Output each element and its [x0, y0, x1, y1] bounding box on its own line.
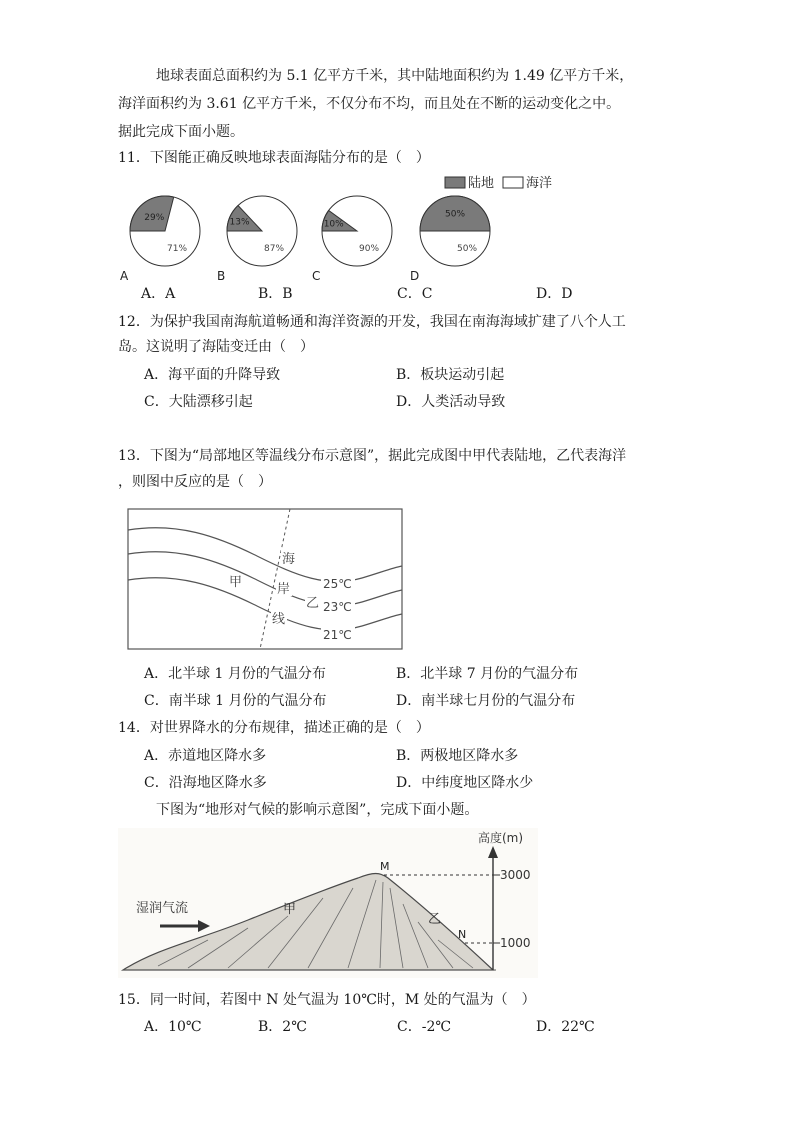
pie-sea-label: 50%: [457, 244, 478, 254]
pie-sea-label: 87%: [264, 244, 285, 254]
leeward-label-yi: 乙: [428, 912, 442, 927]
q14-option-d[interactable]: D．中纬度地区降水少: [396, 775, 534, 791]
label-jia: 甲: [229, 575, 243, 590]
windward-label-jia: 甲: [283, 902, 297, 917]
q11-pie-figure: [118, 170, 718, 280]
q11-option-c[interactable]: C．C: [397, 286, 433, 302]
coast-char-1: 海: [282, 552, 296, 567]
q15-option-b[interactable]: B．2℃: [258, 1019, 307, 1035]
point-m-label: M: [380, 860, 390, 873]
q14-option-b[interactable]: B．两极地区降水多: [396, 748, 519, 764]
pie-letter-label: C: [312, 269, 321, 280]
intro-line-3: 据此完成下面小题。: [118, 124, 244, 140]
airflow-label: 湿润气流: [136, 901, 189, 916]
label-yi: 乙: [306, 596, 320, 611]
isotherm-label-23: 23℃: [323, 600, 352, 614]
pie-land-label: 50%: [445, 209, 466, 220]
q13-option-a[interactable]: A．北半球 1 月份的气温分布: [144, 666, 326, 682]
q12-option-a[interactable]: A．海平面的升降导致: [144, 367, 281, 383]
pie-land-label: 10%: [323, 219, 344, 230]
pie-chart-a: [120, 196, 200, 280]
q15-option-c[interactable]: C．-2℃: [397, 1019, 452, 1035]
legend-land-label: 陆地: [468, 176, 495, 191]
q13-stem-line-2: ，则图中反应的是（ ）: [118, 474, 272, 490]
pie-letter-label: B: [217, 269, 226, 280]
intro-line-1: 地球表面总面积约为 5.1 亿平方千米，其中陆地面积约为 1.49 亿平方千米，: [156, 68, 634, 84]
isotherm-label-25: 25℃: [323, 577, 352, 591]
q11-stem: 11．下图能正确反映地球表面海陆分布的是（ ）: [118, 150, 430, 166]
q14-option-c[interactable]: C．沿海地区降水多: [144, 775, 267, 791]
q11-option-a[interactable]: A．A: [141, 286, 176, 302]
height-tick-1000: 1000: [500, 936, 531, 950]
q15-intro: 下图为“地形对气候的影响示意图”，完成下面小题。: [156, 802, 479, 818]
legend-land-swatch: [445, 177, 465, 188]
legend-sea-swatch: [503, 177, 523, 188]
pie-land-label: 29%: [144, 213, 165, 224]
q13-option-d[interactable]: D．南半球七月份的气温分布: [396, 693, 576, 709]
isotherm-label-21: 21℃: [323, 628, 352, 642]
pie-chart-d: [410, 196, 490, 280]
pie-sea-label: 90%: [359, 244, 380, 254]
q13-option-b[interactable]: B．北半球 7 月份的气温分布: [396, 666, 579, 682]
q13-option-c[interactable]: C．南半球 1 月份的气温分布: [144, 693, 327, 709]
q14-stem: 14．对世界降水的分布规律，描述正确的是（ ）: [118, 720, 430, 736]
q12-option-c[interactable]: C．大陆漂移引起: [144, 394, 253, 410]
terrain-figure: [118, 828, 538, 978]
q12-option-d[interactable]: D．人类活动导致: [396, 394, 506, 410]
pie-chart-c: [312, 196, 392, 280]
pie-chart-b: [217, 196, 297, 280]
q12-stem-line-2: 岛。这说明了海陆变迁由（ ）: [118, 339, 314, 355]
q11-option-d[interactable]: D．D: [536, 286, 573, 302]
pie-letter-label: A: [120, 269, 129, 280]
intro-line-2: 海洋面积约为 3.61 亿平方千米，不仅分布不均，而且处在不断的运动变化之中。: [118, 96, 621, 112]
q15-option-d[interactable]: D．22℃: [536, 1019, 595, 1035]
pie-letter-label: D: [410, 269, 420, 280]
pie-sea-label: 71%: [167, 244, 188, 254]
legend-sea-label: 海洋: [526, 176, 553, 191]
q15-stem: 15．同一时间，若图中 N 处气温为 10℃时，M 处的气温为（ ）: [118, 992, 536, 1008]
q14-option-a[interactable]: A．赤道地区降水多: [144, 748, 267, 764]
q12-stem-line-1: 12．为保护我国南海航道畅通和海洋资源的开发，我国在南海海域扩建了八个人工: [118, 314, 626, 330]
height-axis-title: 高度(m): [478, 831, 524, 845]
q13-stem-line-1: 13．下图为“局部地区等温线分布示意图”，据此完成图中甲代表陆地，乙代表海洋: [118, 448, 627, 464]
q12-option-b[interactable]: B．板块运动引起: [396, 367, 505, 383]
coast-char-2: 岸: [277, 582, 291, 597]
point-n-label: N: [458, 928, 467, 941]
pie-land-label: 13%: [229, 217, 250, 228]
coast-char-3: 线: [272, 612, 286, 627]
q11-option-b[interactable]: B．B: [258, 286, 293, 302]
height-tick-3000: 3000: [500, 868, 531, 882]
isotherm-figure: [127, 508, 403, 650]
q15-option-a[interactable]: A．10℃: [144, 1019, 202, 1035]
